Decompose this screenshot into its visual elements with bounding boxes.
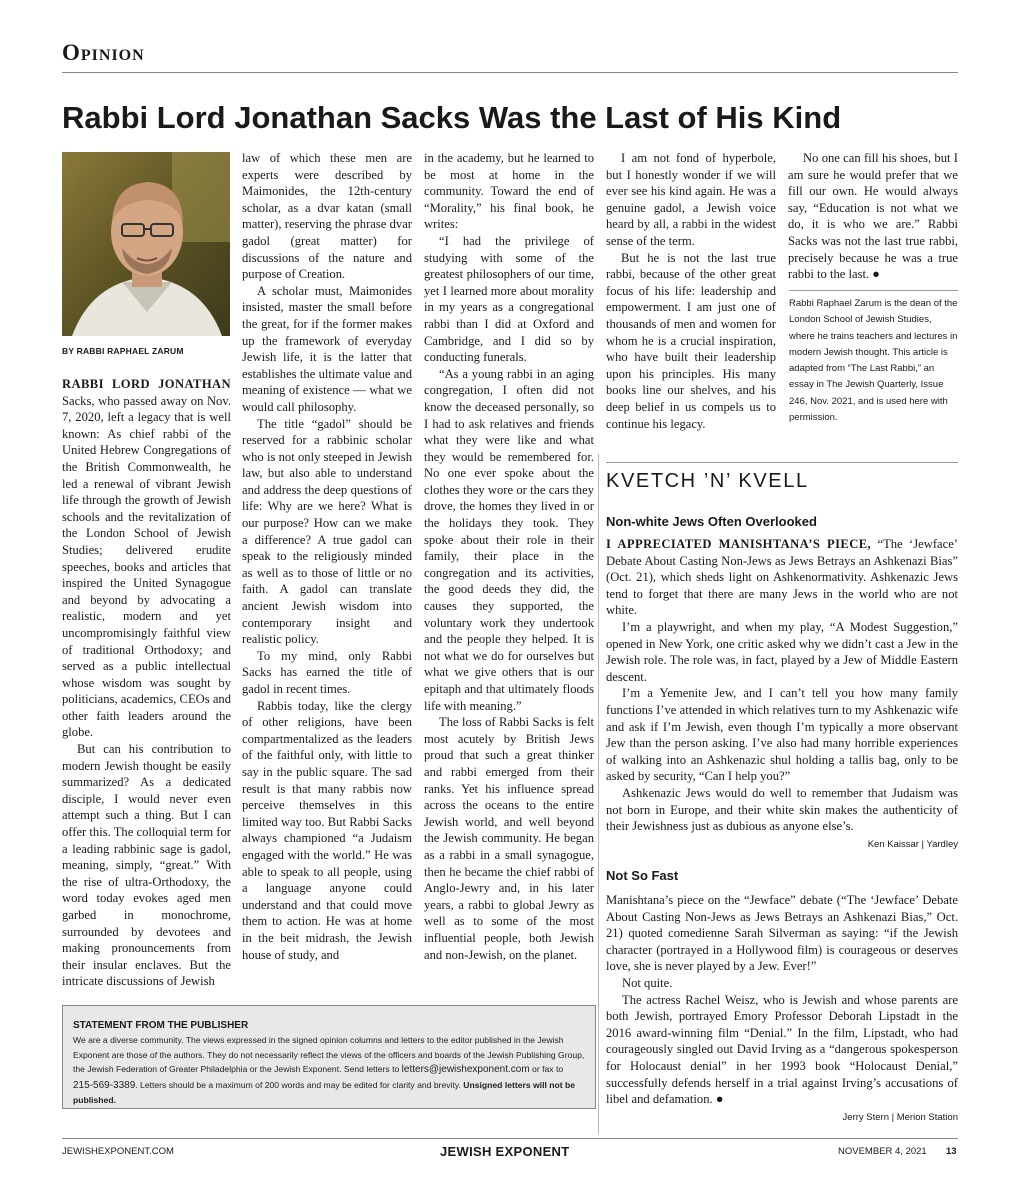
kvetch-section-title: KVETCH ’N’ KVELL xyxy=(606,470,809,492)
headline: Rabbi Lord Jonathan Sacks Was the Last of His Kind xyxy=(62,100,842,135)
letter-1-heading: Non-white Jews Often Overlooked xyxy=(606,514,817,529)
letters-email-link[interactable]: letters@jewishexponent.com xyxy=(401,1064,530,1075)
article-paragraph: The title “gadol” should be reserved for a rabbinic scholar who is not only steeped in Jewish law, but also able to understand and address the deep questions of life: Why are we here? What is our purpose? How can we make a difference? A true gadol can speak to the religiously minded as well as to those of little or no faith. A gadol can translate ancient Jewish wisdom into contemporary insight and realistic policy. xyxy=(242,416,412,647)
article-column-1 xyxy=(62,376,231,990)
fax-number: 215-569-3389 xyxy=(73,1079,136,1091)
letter-1-body xyxy=(606,536,958,853)
letter-2-body xyxy=(606,892,958,1126)
article-paragraph: law of which these men are experts were described by Maimonides, the 12th-century scholar, as a dvar katan (small matter), reserving the phrase dvar gadol (great matter) for discussions of the nature and purpose of Creation. xyxy=(242,151,412,282)
article-paragraph: The loss of Rabbi Sacks is felt most acutely by British Jews proud that such a great thinker and rabbi emerged from their ranks. Yet his influence spread across the oceans to the entire Jewish world, and well beyond the Jewish community. He began as a rabbi in a small synagogue, then he became the chief rabbi of Anglo-Jewry and, in his later years, a rabbi to global Jewry as well as to some of the most influential people, both Jewish and non-Jewish, on the planet. xyxy=(424,715,594,962)
letter-1-signature: Ken Kaissar | Yardley xyxy=(867,838,958,850)
lead-in: RABBI LORD JONATHAN xyxy=(62,377,231,391)
author-photo xyxy=(62,152,230,336)
article-paragraph: I am not fond of hyperbole, but I honestly wonder if we will ever see his kind again. He was a genuine gadol, a Jewish voice heard by all, a rabbi in the widest sense of the term. xyxy=(606,151,776,248)
unsigned-letters-notice: Unsigned letters will not be published. xyxy=(73,1079,576,1105)
article-paragraph: But can his contribution to modern Jewish thought be easily summarized? As a dedicated disciple, I would never even attempt such a thing. But I can offer this. The colloquial term for a leading rabbinic sage is gadol, meaning, simply, “great.” With the rise of ultra-Orthodoxy, the word today evokes aged men garbed in monochrome, surrounded by devotees and making pronouncements from their insular enclaves. But the intricate discussions of Jewish xyxy=(62,742,231,989)
publisher-statement-title: STATEMENT FROM THE PUBLISHER xyxy=(73,1020,249,1031)
letter-paragraph: Ashkenazic Jews would do well to remember that Judaism was not born in Europe, and their white skin makes the authenticity of their Jewishness just as dubious as anyone else’s. xyxy=(606,785,958,834)
page-number: 13 xyxy=(946,1146,957,1157)
end-mark-icon: ● xyxy=(872,267,880,282)
article-paragraph: No one can fill his shoes, but I am sure he would prefer that we fill our own. He would always say, “Education is not what we do, it is who we are.” Rabbi Sacks was not the last true rabbi, precisely because he was a true rabbi to the last. ● xyxy=(788,151,958,282)
column-divider xyxy=(598,454,599,1134)
letter-paragraph: The actress Rachel Weisz, who is Jewish and whose parents are both Jewish, portrayed Emory Professor Deborah Lipstadt in the 2016 award-winning film “Denial.” In the film, Lipstadt, who had courageously singled out David Irving as a “dangerous spokesperson for Holocaust denial” in her 1993 book “Holocaust Denial,” successfully defends herself in a trial against Irving’s accusations of libel and defamation. ● xyxy=(606,992,958,1107)
end-mark-icon: ● xyxy=(715,1092,724,1107)
article-column-2 xyxy=(242,150,412,963)
letter-2-heading: Not So Fast xyxy=(606,868,679,883)
top-rule xyxy=(62,72,958,73)
article-paragraph: To my mind, only Rabbi Sacks has earned the title of gadol in recent times. xyxy=(242,648,412,696)
article-column-5 xyxy=(788,150,958,283)
article-paragraph: in the academy, but he learned to be most at home in the community. Toward the end of “Morality,” his final book, he writes: xyxy=(424,151,594,232)
article-column-3 xyxy=(424,150,594,963)
letter-paragraph: I’m a playwright, and when my play, “A Modest Suggestion,” opened in New York, one critic asked why we didn’t cast a Jew in the Jewish role. The role was, in fact, played by a Jew of Middle Eastern descent. xyxy=(606,619,958,684)
kvetch-rule xyxy=(606,462,958,463)
author-bio: Rabbi Raphael Zarum is the dean of the London School of Jewish Studies, where he trains teachers and lectures in modern Jewish thought. This article is adapted from “The Last Rabbi,” an essay in The Jewish Quarterly, Issue 246, Nov. 2021, and is used here with permission. xyxy=(789,298,958,424)
footer-publication-name: JEWISH EXPONENT xyxy=(440,1144,570,1159)
letter-paragraph: Manishtana’s piece on the “Jewface” debate (“The ‘Jewface’ Debate About Casting Non-Jews as Jews Betrays an Ashkenazi Bias,” Oct. 21) quoted comedienne Sarah Silverman as saying: “if the Jewish character (portrayed in a Hollywood film) is courageous or deserves love, she is never played by a Jew. Ever!” xyxy=(606,893,958,974)
bio-rule xyxy=(789,290,958,291)
footer-date: NOVEMBER 4, 2021 xyxy=(838,1146,927,1157)
article-paragraph: Rabbis today, like the clergy of other religions, have been compartmentalized as the leaders of the faithful only, with little to say in the public square. The sad result is that many rabbis now perceive themselves in this limited way too. But Rabbi Sacks always championed “a Judaism engaged with the world.” He was able to speak to all people, using a language anyone could understand and that could move them to action. He was at home in the beit midrash, the Jewish house of study, and xyxy=(242,698,412,962)
letter-paragraph: I’m a Yemenite Jew, and I can’t tell you how many family functions I’ve attended in which relatives turn to my Ashkenazic wife and ask if I’m Jewish, even though I’m typically a more observant Jew than the person asking. I’ve also had many horrible experiences of walking into an Ashkenazic shul holding a tallis bag, only to be asked by security, “Can I help you?” xyxy=(606,686,958,784)
article-column-4 xyxy=(606,150,776,432)
publisher-statement-box xyxy=(62,1005,596,1109)
article-paragraph: “As a young rabbi in an aging congregation, I often did not know the deceased personally, so I had to ask relatives and friends what they were like and what they would be remembered for. No one ever spoke about the clothes they wore or the cars they drove, the homes they lived in or the holidays they took. They spoke about their role in their family, their place in the congregation and its activities, the good deeds they did, the causes they supported, the voluntary work they undertook and the people they helped. It is not what we do for ourselves but what we give others that is our epitaph and that ultimately floods life with meaning.” xyxy=(424,366,594,713)
article-paragraph: A scholar must, Maimonides insisted, master the small before the great, for if the former makes up the framework of everyday Jewish life, it is the latter that establishes the ultimate value and meaning of existence — what we would call philosophy. xyxy=(242,283,412,414)
byline: BY RABBI RAPHAEL ZARUM xyxy=(62,346,184,356)
letter-2-signature: Jerry Stern | Merion Station xyxy=(842,1111,958,1123)
letter-paragraph: Not quite. xyxy=(622,975,673,990)
publisher-statement-body: We are a diverse community. The views expressed in the signed opinion columns and letters to the editor published in the Jewish Exponent are those of the authors. They do not necessarily reflect the views of the officers and boards of the Jewish Publishing Group, the Jewish Federation of Greater Philadelphia or the Jewish Exponent. Send letters to letters@jewishexponent.com or fax to 215-569-3389. Letters should be a maximum of 200 words and may be edited for clarity and brevity. Unsigned letters will not be published. xyxy=(73,1035,585,1105)
portrait-image xyxy=(62,152,230,336)
article-paragraph: “I had the privilege of studying with some of the greatest philosophers of our time, yet I learned more about morality in my years as a congregational rabbi than I did at Oxford and Cambridge, and I did so by conducting funerals. xyxy=(424,233,594,365)
footer-website[interactable]: JEWISHEXPONENT.COM xyxy=(62,1146,174,1157)
article-paragraph: RABBI LORD JONATHAN Sacks, who passed away on Nov. 7, 2020, left a legacy that is well known: As chief rabbi of the United Hebrew Congregations of the British Commonwealth, he led a renewal of vibrant Jewish life through the growth of Jewish schools and the revitalization of the London School of Jewish Studies; delivered erudite speeches, books and articles that inspired the United Synagogue and beyond by advocating a realistic, modern and yet uncompromisingly faithful view of traditional Orthodoxy; and served as a public intellectual whose wisdom was sought by politicians, academics, CEOs and other faith leaders around the globe. xyxy=(62,377,231,740)
footer-rule xyxy=(62,1138,958,1139)
letter-paragraph: I APPRECIATED MANISHTANA’S PIECE, “The ‘Jewface’ Debate About Casting Non-Jews as Jews Betrays an Ashkenazi Bias” (Oct. 21), which sheds light on Ashkenormativity. Ashkenazic Jews tend to forget that there are many Jews in the world who are not white. xyxy=(606,537,958,618)
article-paragraph: But he is not the last true rabbi, because of the other great focus of his life: leadership and empowerment. I am just one of thousands of men and women for whom he is a crucial inspiration, who have built their leadership upon his principles. His many books line our shelves, and his deep belief in us compels us to continue his legacy. xyxy=(606,250,776,431)
section-label: Opinion xyxy=(62,40,145,65)
